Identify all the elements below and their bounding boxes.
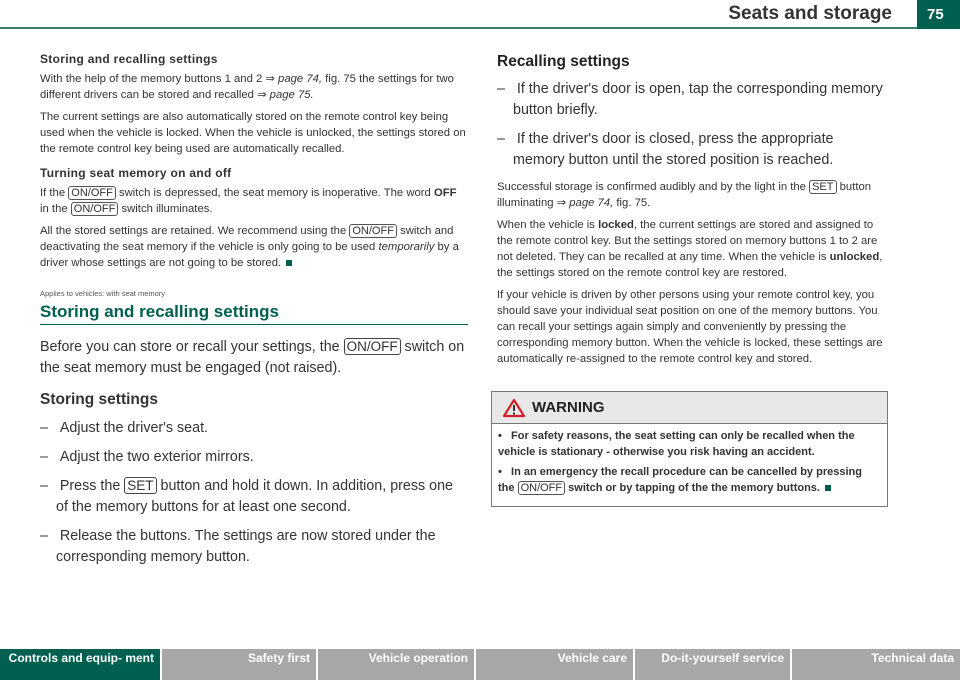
end-mark-icon (286, 260, 292, 266)
tab-controls[interactable]: Controls and equip- ment (0, 649, 160, 680)
paragraph-text: All the stored settings are retained. We recommend using the (40, 225, 350, 237)
tab-vehicle-operation[interactable]: Vehicle operation (318, 649, 474, 680)
paragraph: If the ON/OFF switch is depressed, the seat memory is inoperative. The word OFF in the ON/OFF switch illuminates. (40, 187, 457, 215)
subheading-recalling: Recalling settings (497, 53, 630, 70)
paragraph: If your vehicle is driven by other persons using your remote control key, you should save your individual seat position on one of the memory buttons. You can recall your settings again simply and conveniently by pressing the corresponding memory button. When the vehicle is locked, these settings are automatically re-assigned to the remote control key and stored. (497, 289, 883, 365)
page-link[interactable]: ⇒ page 75. (257, 89, 314, 101)
right-column (497, 51, 889, 373)
left-column (40, 51, 468, 576)
list-item: – If the driver's door is closed, press the appropriate memory button until the stored position is reached. (497, 131, 834, 168)
header-rule (0, 27, 960, 29)
on-off-key: ON/OFF (71, 202, 119, 216)
on-off-key: ON/OFF (344, 338, 401, 355)
tab-diy-service[interactable]: Do-it-yourself service (635, 649, 790, 680)
paragraph: Before you can store or recall your settings, the ON/OFF switch on the seat memory must be engaged (not raised). (40, 339, 465, 376)
set-key: SET (809, 180, 836, 194)
warning-title: WARNING (532, 399, 605, 416)
subheading-storing: Storing settings (40, 391, 158, 408)
tab-technical-data[interactable]: Technical data (792, 649, 960, 680)
heading-storing-recalling: Storing and recalling settings (40, 52, 218, 66)
on-off-key: ON/OFF (68, 186, 116, 200)
set-key: SET (124, 477, 156, 494)
list-item: – Adjust the two exterior mirrors. (40, 449, 254, 465)
page-link[interactable]: page 74, (278, 73, 323, 85)
paragraph: With the help of the memory buttons 1 and 2 ⇒ page 74, fig. 75 the settings for two different drivers can be stored and recalled ⇒ page 75. (40, 73, 454, 101)
paragraph: Successful storage is confirmed audibly and by the light in the SET button illuminating ⇒ page 74, fig. 75. (497, 181, 872, 209)
page-link[interactable]: page 74, (569, 197, 614, 209)
list-item: – Adjust the driver's seat. (40, 420, 209, 436)
list-item: – If the driver's door is open, tap the corresponding memory button briefly. (497, 81, 883, 118)
on-off-key: ON/OFF (349, 224, 397, 238)
tab-vehicle-care[interactable]: Vehicle care (476, 649, 633, 680)
page-number: 75 (917, 0, 960, 29)
on-off-key: ON/OFF (518, 481, 566, 495)
list-item: – Press the SET button and hold it down. In addition, press one of the memory buttons for at least one second. (40, 478, 453, 515)
heading-turning-memory: Turning seat memory on and off (40, 166, 232, 180)
paragraph: All the stored settings are retained. We recommend using the ON/OFF switch and deactivating the seat memory if the vehicle is only going to be used temporarily by a driver whose settings are not going to be stored. (40, 225, 459, 269)
end-mark-icon (825, 485, 831, 491)
chapter-title: Seats and storage (728, 3, 892, 24)
tab-safety[interactable]: Safety first (162, 649, 316, 680)
section-heading: Storing and recalling settings (40, 302, 468, 325)
warning-box (491, 391, 888, 507)
list-item: – Release the buttons. The settings are now stored under the corresponding memory button. (40, 528, 436, 565)
applies-note: Applies to vehicles: with seat memory (40, 289, 166, 298)
chapter-tabs (0, 649, 960, 680)
warning-triangle-icon (502, 398, 526, 418)
paragraph: When the vehicle is locked, the current settings are stored and assigned to the remote control key. But the settings stored on memory buttons 1 to 2 are not deleted. They can be recalled at any time. When the vehicle is unlocked, the settings stored on the remote control key are restored. (497, 219, 883, 279)
warning-item: • In an emergency the recall procedure can be cancelled by pressing the ON/OFF switch or by tapping of the the memory buttons. (498, 466, 862, 494)
warning-item: • For safety reasons, the seat setting can only be recalled when the vehicle is stationary - otherwise you risk having an accident. (498, 430, 855, 458)
paragraph: The current settings are also automatically stored on the remote control key being used when the vehicle is locked. When the vehicle is unlocked, the settings stored on the remote control key being used are automatically recalled. (40, 111, 466, 155)
